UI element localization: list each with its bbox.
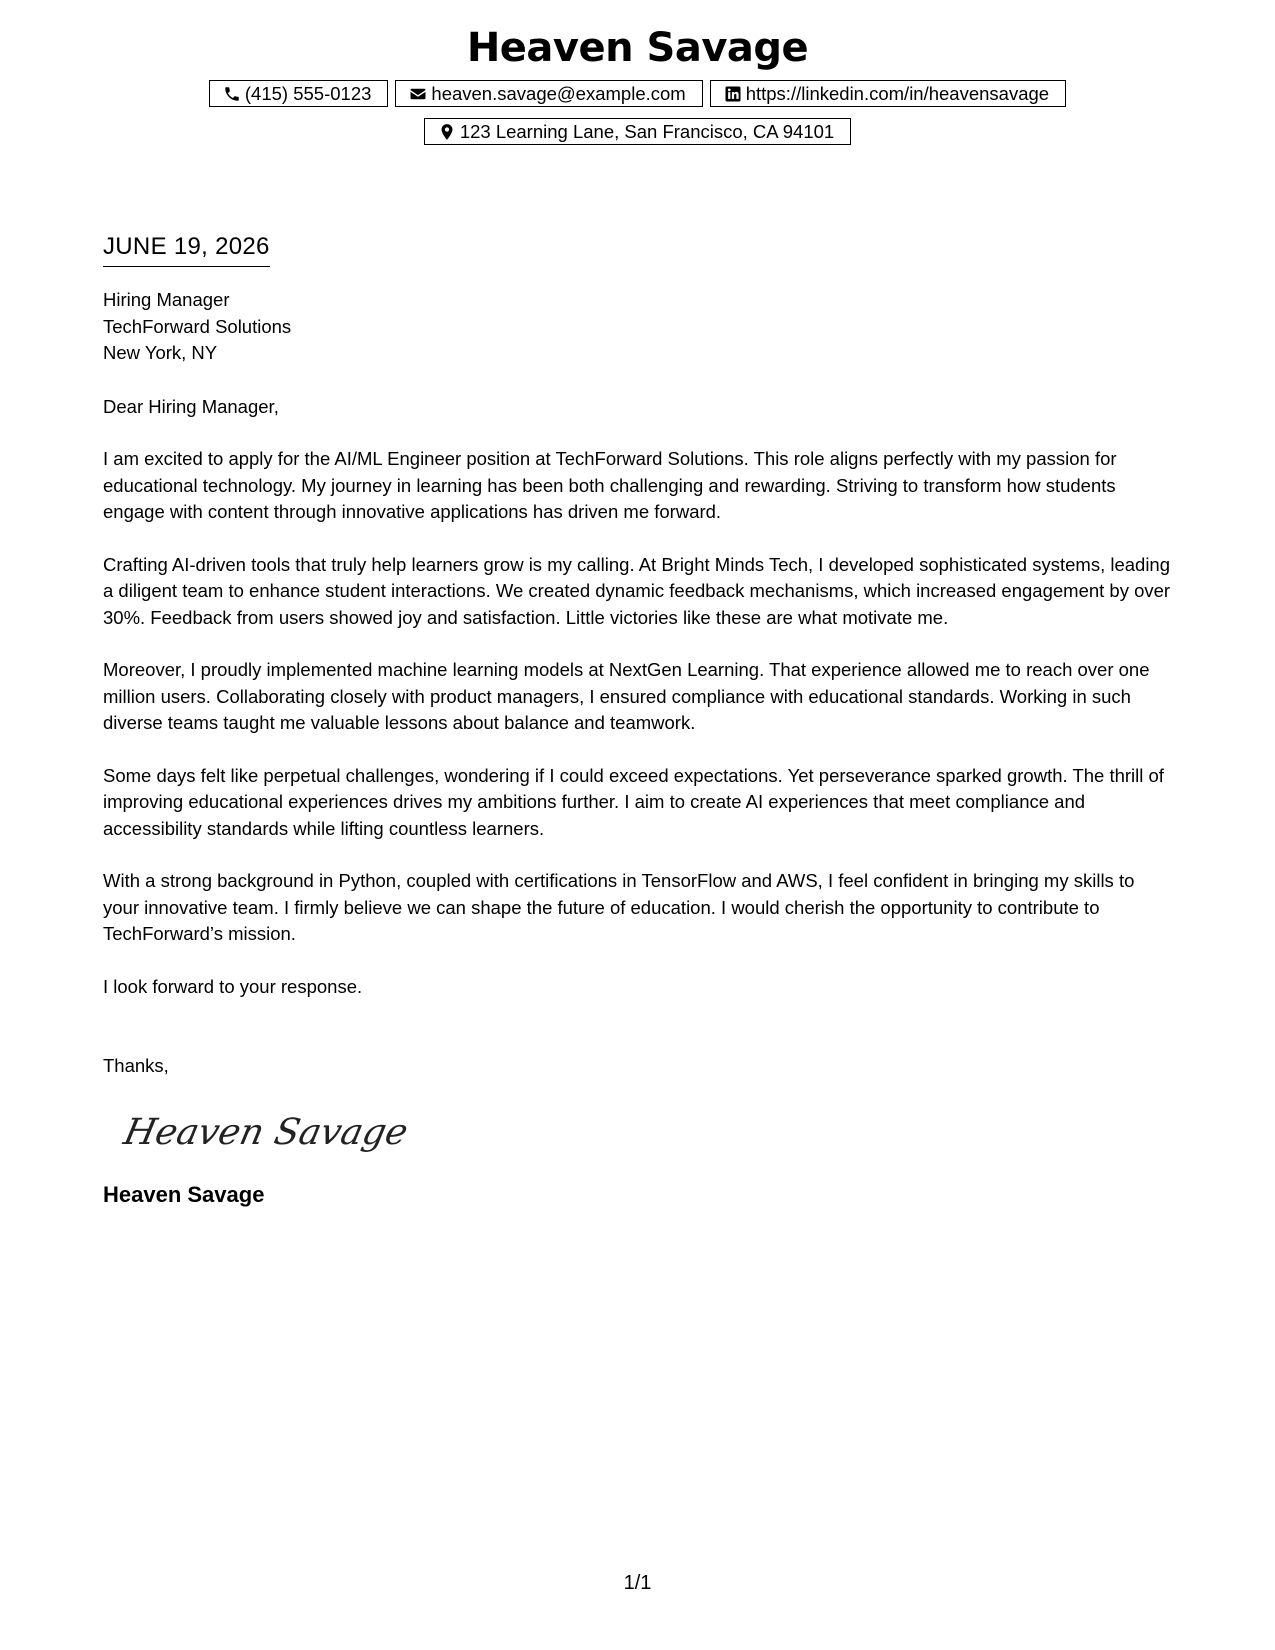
closing: Thanks, [103, 1055, 169, 1076]
phone-text: (415) 555-0123 [244, 82, 372, 104]
address-contact [424, 118, 851, 145]
signature-image [120, 1102, 412, 1162]
contact-row [0, 80, 1275, 107]
linkedin-text: https://linkedin.com/in/heavensavage [745, 82, 1050, 104]
phone-icon [223, 85, 241, 103]
signer-name: Heaven Savage [103, 1181, 265, 1207]
email-contact[interactable] [395, 80, 702, 107]
envelope-icon [409, 85, 427, 103]
salutation: Dear Hiring Manager, [103, 395, 279, 417]
address-row [0, 118, 1275, 145]
applicant-name: Heaven Savage [466, 25, 809, 71]
linkedin-contact[interactable] [710, 80, 1066, 107]
paragraph: With a strong background in Python, coupled with certifications in TensorFlow and AWS, I feel confident in bringing my skills to your innovative team. I firmly believe we can shape the future of education. I would cherish the opportunity to contribute to TechForward’s mission. [103, 870, 1135, 944]
signature-text: Heaven Savage [120, 1109, 412, 1153]
recipient-block [103, 287, 1173, 367]
phone-contact[interactable] [209, 80, 389, 107]
paragraph: Moreover, I proudly implemented machine learning models at NextGen Learning. That experience allowed me to reach over one million users. Collaborating closely with product managers, I ensured compliance with educational standards. Working in such diverse teams taught me valuable lessons about balance and teamwork. [103, 659, 1150, 733]
letter-body [103, 232, 1173, 1209]
paragraph: Some days felt like perpetual challenges, wondering if I could exceed expectations. Yet perseverance sparked growth. The thrill of improving educational experiences drives my ambitions further. I aim to create AI experiences that meet compliance and accessibility standards while lifting countless learners. [103, 764, 1164, 839]
email-text: heaven.savage@example.com [431, 82, 686, 104]
recipient-company: TechForward Solutions [103, 315, 292, 337]
paragraph: Crafting AI-driven tools that truly help learners grow is my calling. At Bright Minds Tech, I developed sophisticated systems, leading a diligent team to enhance student interactions. We created dynamic feedback mechanisms, which increased engagement by over 30%. Feedback from users showed joy and satisfaction. Little victories like these are what motivate me. [103, 553, 1171, 628]
paragraph: I am excited to apply for the AI/ML Engineer position at TechForward Solutions. This role aligns perfectly with my passion for educational technology. My journey in learning has been both challenging and rewarding. Striving to transform how students engage with content through innovative applications has driven me forward. [103, 448, 1117, 522]
map-marker-icon [438, 123, 456, 141]
recipient-title: Hiring Manager [103, 289, 230, 310]
page-number: 1/1 [623, 1572, 652, 1594]
recipient-location: New York, NY [103, 342, 218, 363]
letter-date: JUNE 19, 2026 [103, 232, 270, 267]
linkedin-icon [724, 85, 742, 103]
paragraph: I look forward to your response. [103, 975, 363, 997]
address-text: 123 Learning Lane, San Francisco, CA 94101 [459, 120, 835, 142]
